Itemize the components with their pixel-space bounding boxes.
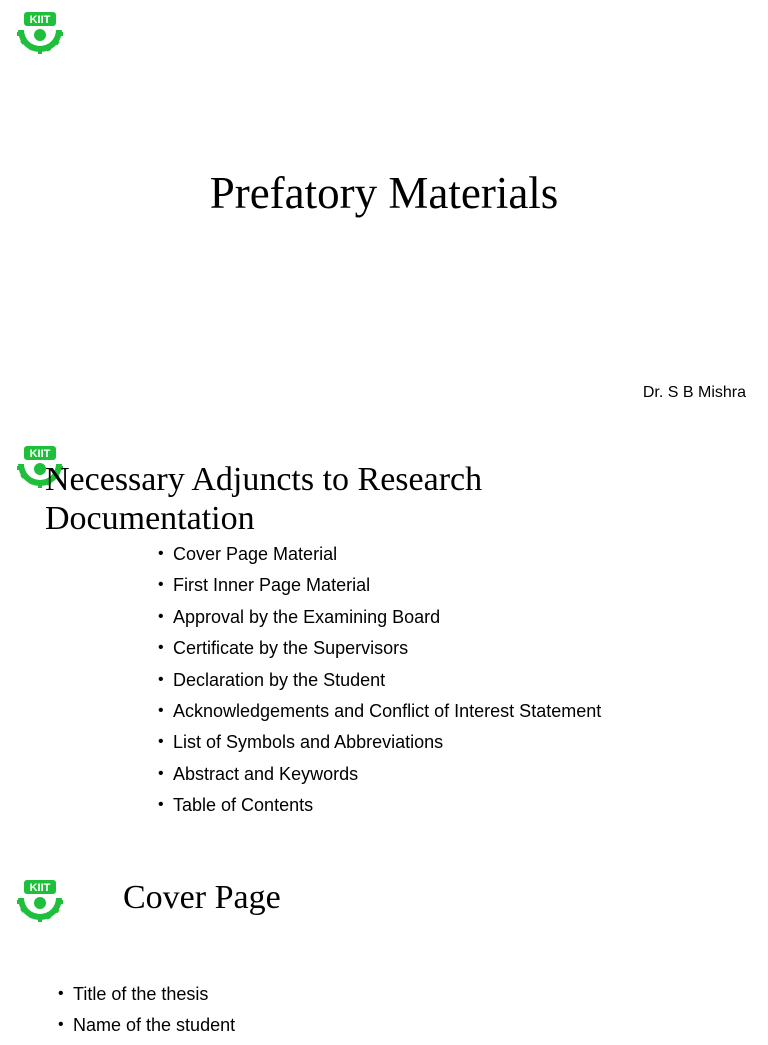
bullet-icon: • bbox=[158, 545, 164, 562]
slide-title bbox=[0, 0, 768, 416]
bullet-icon: • bbox=[158, 764, 164, 782]
list-item: • First Inner Page Material bbox=[158, 575, 371, 596]
bullet-list bbox=[58, 982, 235, 1045]
list-item: • Approval by the Examining Board bbox=[158, 606, 441, 627]
list-item: • Certificate by the Supervisors bbox=[158, 638, 409, 659]
slide-title-heading: Prefatory Materials bbox=[209, 168, 559, 218]
svg-text:KIIT: KIIT bbox=[29, 14, 51, 26]
list-item: • Table of Contents bbox=[158, 795, 314, 816]
bullet-icon: • bbox=[158, 576, 164, 594]
bullet-list bbox=[158, 542, 601, 825]
bullet-icon: • bbox=[58, 985, 64, 1002]
svg-text:KIIT: KIIT bbox=[29, 448, 51, 460]
list-item: • Cover Page Material bbox=[158, 544, 338, 564]
bullet-icon: • bbox=[158, 701, 164, 719]
list-item: • Title of the thesis bbox=[58, 984, 209, 1004]
slide-cover-page bbox=[0, 832, 768, 1036]
list-item: • Declaration by the Student bbox=[158, 669, 386, 690]
kiit-logo-icon bbox=[12, 6, 68, 58]
author-name: Dr. S B Mishra bbox=[642, 384, 746, 401]
slide-heading: Necessary Adjuncts to Research Documentation bbox=[45, 461, 483, 537]
list-item: • List of Symbols and Abbreviations bbox=[158, 732, 444, 753]
list-item: • Name of the student bbox=[58, 1015, 236, 1036]
kiit-logo-icon bbox=[12, 874, 68, 926]
bullet-icon: • bbox=[58, 1016, 64, 1034]
bullet-icon: • bbox=[158, 670, 164, 688]
slide-adjuncts bbox=[0, 416, 768, 832]
bullet-icon: • bbox=[158, 733, 164, 751]
bullet-icon: • bbox=[158, 796, 164, 814]
bullet-icon: • bbox=[158, 607, 164, 625]
bullet-icon: • bbox=[158, 639, 164, 657]
kiit-logo-graphic bbox=[12, 874, 68, 926]
svg-text:KIIT: KIIT bbox=[29, 882, 51, 894]
kiit-logo-graphic bbox=[12, 6, 68, 58]
list-item: • Abstract and Keywords bbox=[158, 763, 359, 784]
slide-heading: Cover Page bbox=[123, 879, 281, 916]
list-item: • Acknowledgements and Conflict of Interest Statement bbox=[158, 700, 602, 721]
